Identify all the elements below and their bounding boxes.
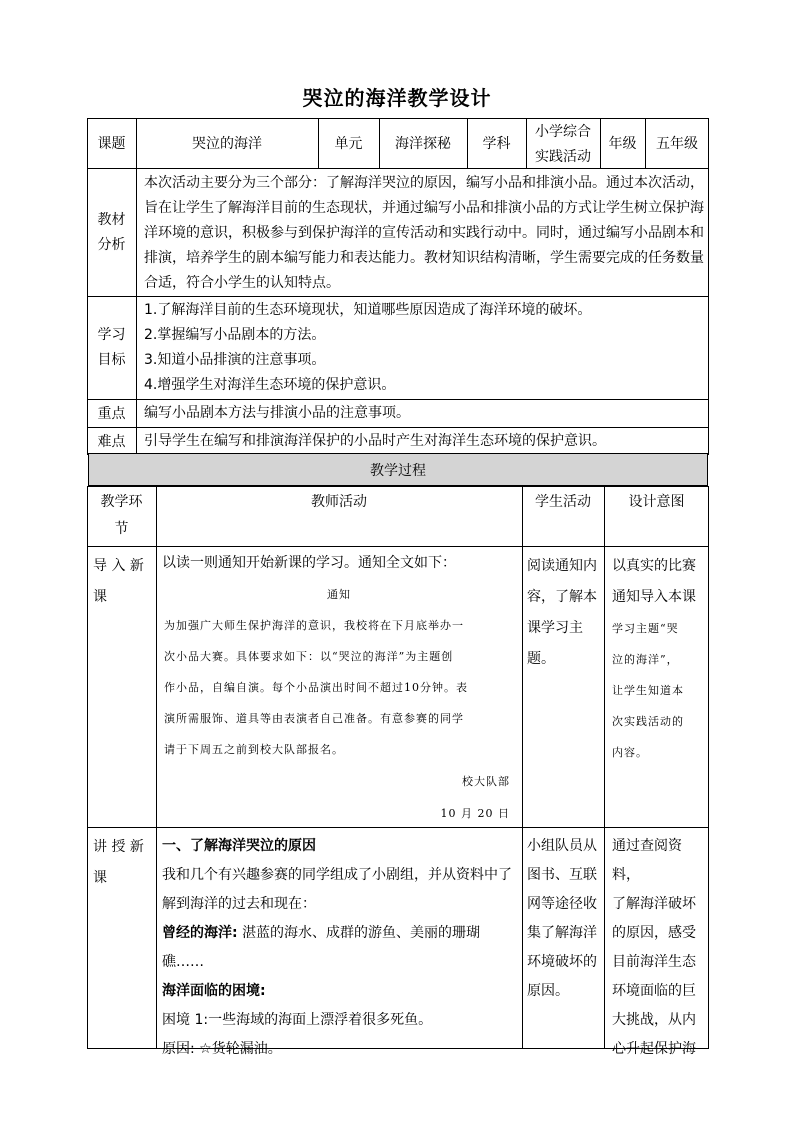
col-header-phase: 教学环 节 [100, 494, 143, 537]
new-lesson-student-activity: 小组队员从 图书、互联 网等途径收 集了解海洋 环境破坏的 原因。 [527, 838, 597, 999]
document-title: 哭泣的海洋教学设计 [302, 86, 492, 110]
process-band: 教学过程 [88, 453, 708, 486]
key-points-text: 编写小品剧本方法与排演小品的注意事项。 [144, 405, 410, 421]
topic-label: 课题 [97, 136, 126, 152]
notice-signature: 校大队部 [462, 775, 510, 788]
objective-item: 1.了解海洋目前的生态环境现状，知道哪些原因造成了海洋环境的破坏。 [144, 302, 592, 318]
objective-item: 3.知道小品排演的注意事项。 [144, 352, 326, 368]
notice-date: 10 月 20 日 [440, 807, 510, 820]
difficulties-label: 难点 [97, 434, 126, 450]
analysis-text: 本次活动主要分为三个部分：了解海洋哭泣的原因，编写小品和排演小品。通过本次活动， 旨在让学生了解海洋目前的生态现状，并通过编写小品和排演小品的方式让学生树立保护海 洋环境的意识，积极参与到保护海洋的宣传活动和实践行动中。同时，通过编写小品剧本和 排演，培养学生的剧本编写能力和表达能力。教材知识结构清晰，学生需要完成的任务数量 合适，符合小学生的认知特点。 [144, 175, 704, 291]
col-header-student: 学生活动 [535, 494, 591, 510]
intro-design-intent: 以真实的比赛 通知导入本课 学习主题“哭 泣的海洋”， 让学生知道本 次实践活动的 内容。 [612, 558, 696, 759]
analysis-label: 教材 分析 [97, 212, 126, 253]
objectives-list [144, 298, 708, 398]
objective-item: 4.增强学生对海洋生态环境的保护意识。 [144, 377, 396, 393]
subject-value: 小学综合 实践活动 [535, 124, 591, 165]
topic-value: 哭泣的海洋 [192, 136, 262, 152]
grade-value: 五年级 [656, 136, 698, 152]
new-lesson-design-intent: 通过查阅资料， 了解海洋破坏 的原因，感受 目前海洋生态 环境面临的巨 大挑战，从内 心升起保护海 [612, 838, 696, 1057]
difficulties-text: 引导学生在编写和排演海洋保护的小品时产生对海洋生态环境的保护意识。 [144, 433, 606, 449]
section-title: 一、了解海洋哭泣的原因 [162, 838, 316, 854]
phase-new-lesson: 讲 授 新 课 [93, 839, 144, 886]
col-header-intent: 设计意图 [628, 494, 685, 510]
unit-value: 海洋探秘 [395, 136, 451, 152]
objectives-label: 学习 目标 [97, 327, 126, 368]
notice-heading: 通知 [327, 588, 351, 601]
grade-label: 年级 [608, 136, 637, 152]
subject-label: 学科 [482, 136, 511, 152]
intro-student-activity: 阅读通知内 容，了解本 课学习主题。 [527, 558, 597, 667]
key-points-label: 重点 [97, 406, 126, 422]
intro-teacher-lead: 以读一则通知开始新课的学习。通知全文如下： [162, 555, 456, 571]
col-header-teacher: 教师活动 [311, 494, 367, 510]
new-lesson-teacher: 一、了解海洋哭泣的原因 我和几个有兴趣参赛的同学组成了小剧组，并从资料中了 解到海洋的过去和现在： 曾经的海洋: 湛蓝的海水、成群的游鱼、美丽的珊瑚礁…… 海洋面临的困境: 困境 1:一些海域的海面上漂浮着很多死鱼。 原因: ☆货轮漏油。 [162, 832, 522, 1064]
phase-intro: 导 入 新 课 [93, 558, 144, 605]
notice-body: 为加强广大师生保护海洋的意识，我校将在下月底举办一 次小品大赛。具体要求如下：以“哭泣的海洋”为主题创 作小品，自编自演。每个小品演出时间不超过10分钟。表 演所需服饰、道具等由表演者自己准备。有意参赛的同学 请于下周五之前到校大队部报名。 [164, 619, 468, 756]
unit-label: 单元 [334, 136, 363, 152]
objective-item: 2.掌握编写小品剧本的方法。 [144, 327, 326, 343]
